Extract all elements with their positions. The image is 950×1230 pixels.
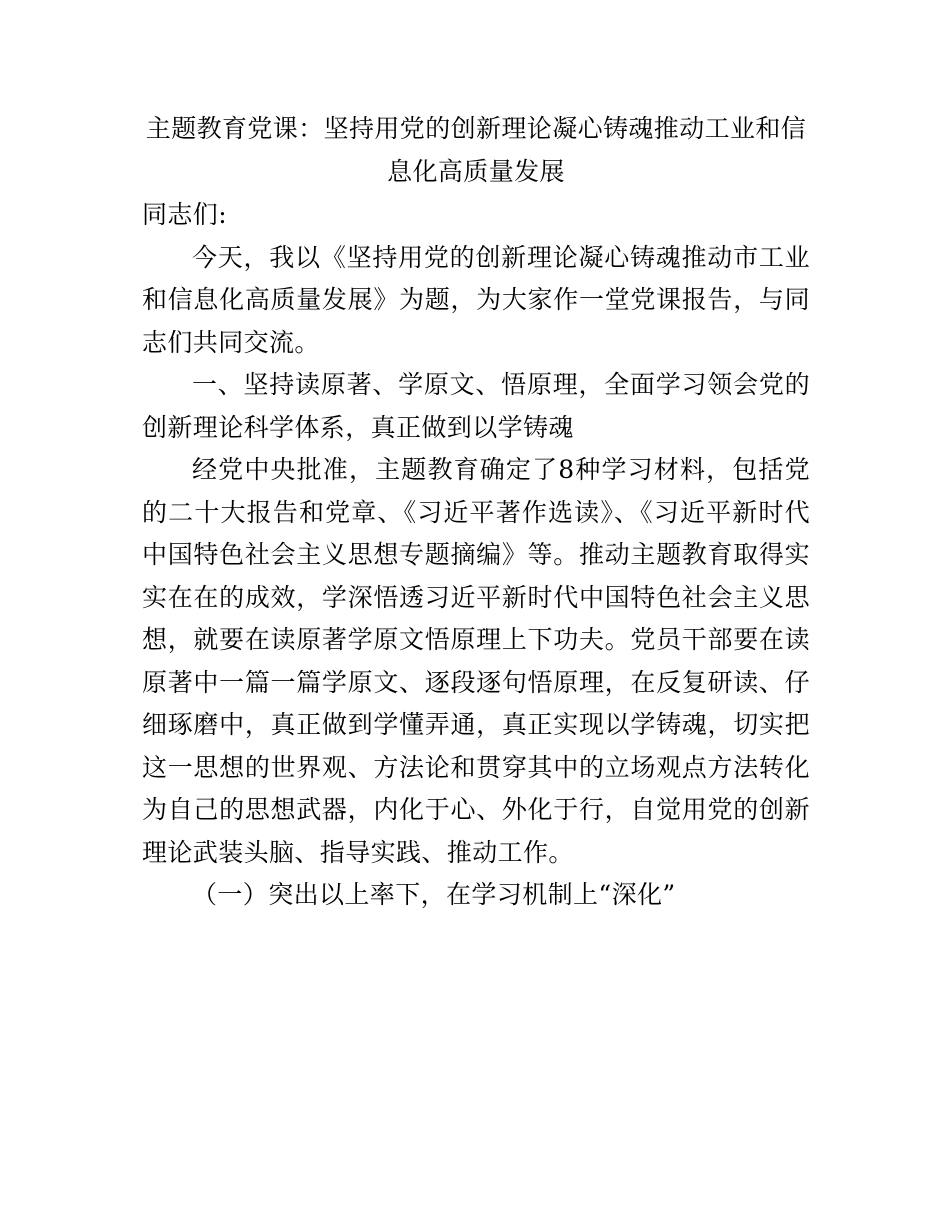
- paragraph-body: 经党中央批准，主题教育确定了8种学习材料，包括党的二十大报告和党章、《习近平著作选读》、《习近平新时代中国特色社会主义思想专题摘编》等。推动主题教育取得实实在在的成效，学深悟透习近平新时代中国特色社会主义思想，就要在读原著学原文悟原理上下功夫。党员干部要在读原著中一篇一篇学原文、逐段逐句悟原理，在反复研读、仔细琢磨中，真正做到学懂弄通，真正实现以学铸魂，切实把这一思想的世界观、方法论和贯穿其中的立场观点方法转化为自己的思想武器，内化于心、外化于行，自觉用党的创新理论武装头脑、指导实践、推动工作。: [142, 455, 810, 867]
- salutation: 同志们:: [142, 200, 228, 229]
- paragraph-intro: 今天，我以《坚持用党的创新理论凝心铸魂推动市工业和信息化高质量发展》为题，为大家作一堂党课报告，与同志们共同交流。: [142, 242, 810, 357]
- subsection-heading-1: （一）突出以上率下，在学习机制上“深化”: [192, 880, 676, 909]
- section-heading-1: 一、坚持读原著、学原文、悟原理，全面学习领会党的创新理论科学体系，真正做到以学铸魂: [142, 370, 810, 442]
- document-body: [142, 108, 810, 917]
- document-title: 主题教育党课：坚持用党的创新理论凝心铸魂推动工业和信息化高质量发展: [145, 114, 807, 186]
